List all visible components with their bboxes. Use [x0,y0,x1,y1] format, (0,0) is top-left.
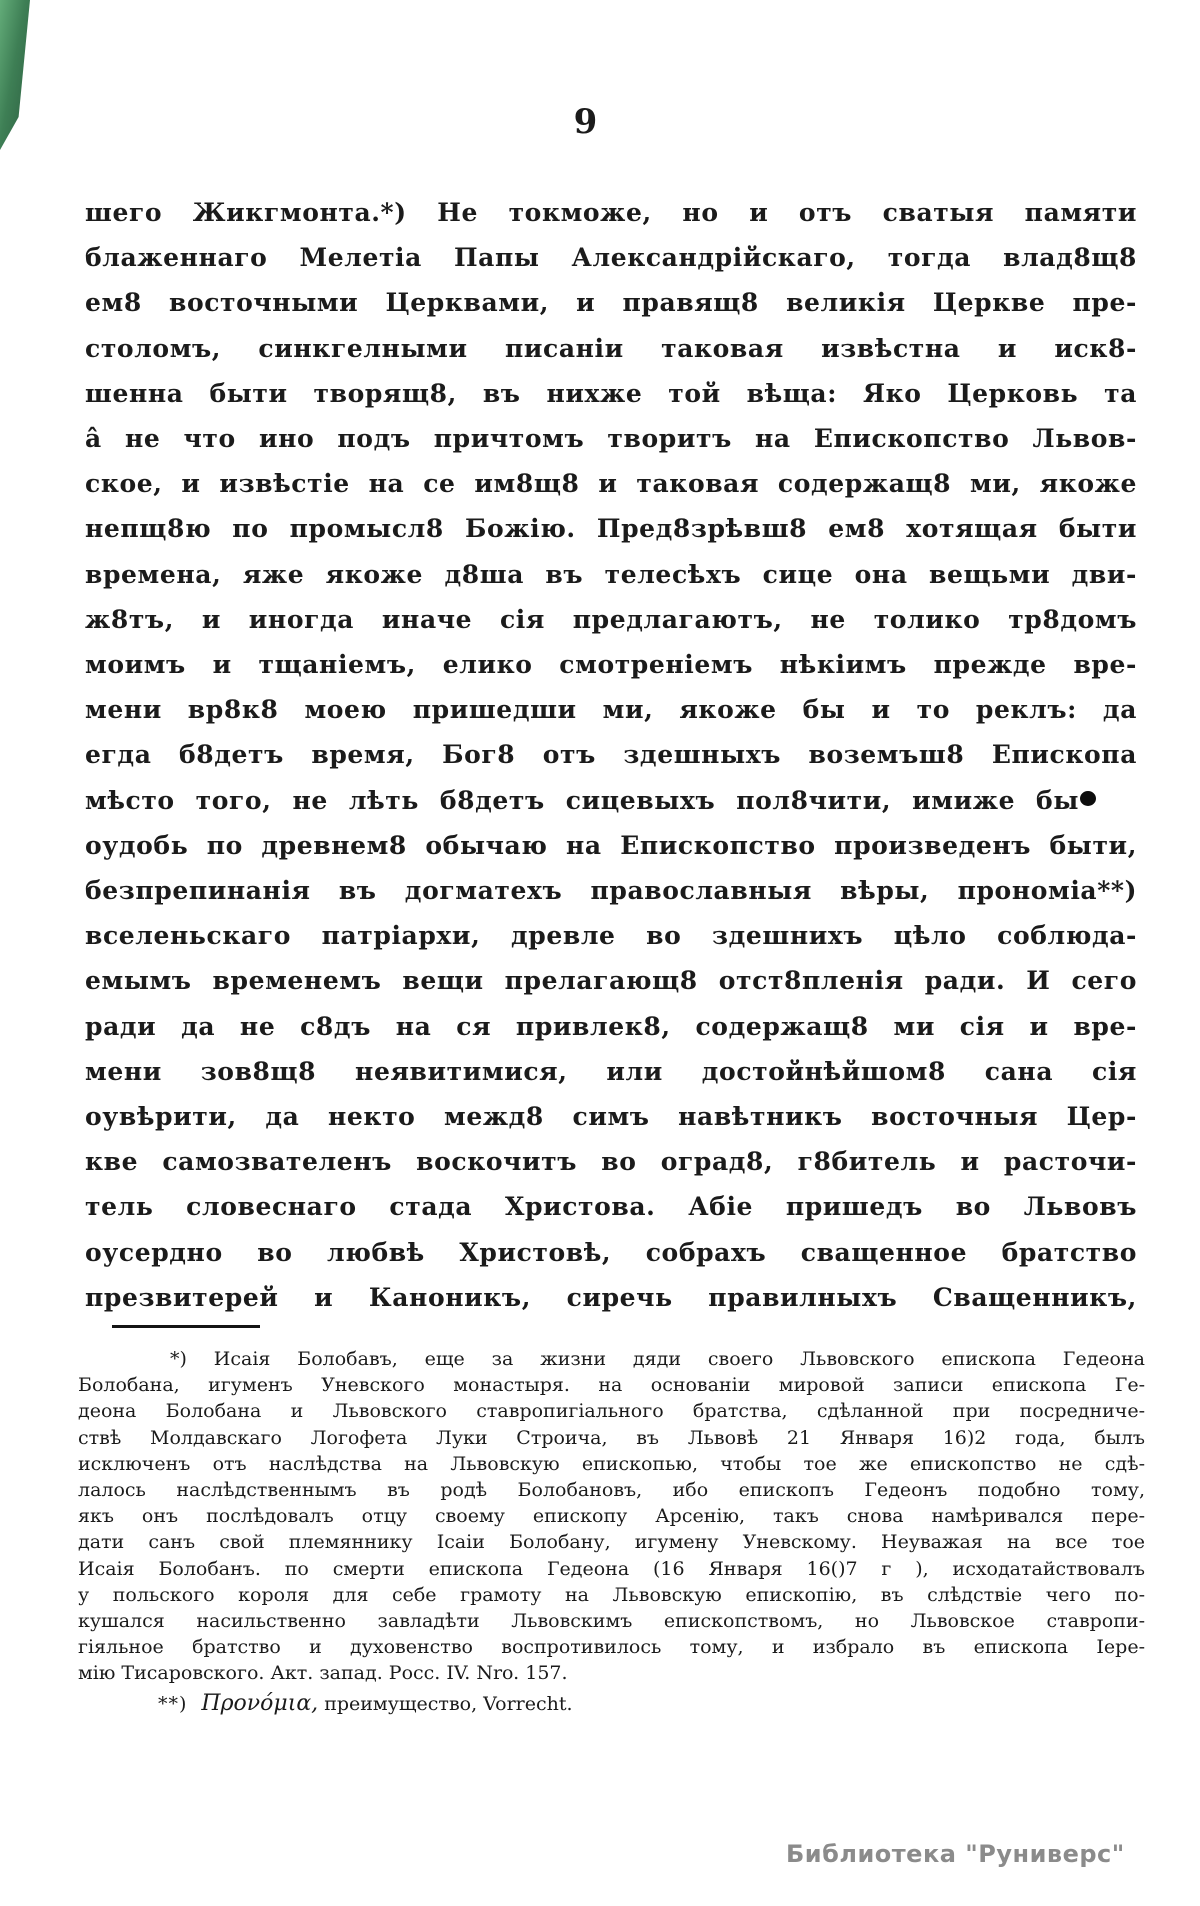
footnote-line: ствѣ Молдавскаго Логофета Луки Строича, въ Львовѣ 21 Января 16)2 года, былъ [78,1426,1145,1449]
footnote-line: кушался насильственно завладѣти Львовскимъ епископствомъ, но Львовское ставропи- [78,1610,1145,1633]
footnote-line: лалось наслѣдственнымъ въ родѣ Болобановъ, ибо епископъ Гедеонъ подобно тому, [78,1479,1145,1502]
text-line: шего Жикгмонта.*) Не токможе, но и отъ сватыя памяти [85,198,1137,227]
text-line: непщ8ю по промысл8 Божію. Пред8зрѣвш8 ем8 хотящая быти [85,514,1137,544]
text-line: столомъ, синкгелными писаніи таковая извѣстна и иск8- [85,333,1137,363]
footnote-line: у польского короля для себе грамоту на Львовскую епископію, въ слѣдствіе чего по- [78,1583,1145,1606]
footnotes-block [78,1346,1145,1717]
footnote-line: *) Исаія Болобавъ, еще за жизни дяди своего Львовского епископа Гедеона [170,1348,1145,1370]
footnote-2-text: преимущество, Vorrecht. [324,1692,573,1715]
text-line: оудобь по древнем8 обычаю на Епископство произведенъ быти, [85,830,1137,860]
greek-term: Προνόμια, [201,1690,319,1716]
footnote-separator [112,1325,260,1328]
text-line: а̂ не что ино подъ причтомъ творитъ на Епископство Львов- [85,424,1137,454]
text-line: емымъ временемъ вещи прелагающ8 отст8пленія ради. И сего [85,966,1137,996]
text-line: времена, яже якоже д8ша въ телесѣхъ сице она вещьми дви- [85,559,1137,589]
text-line: мени вр8к8 моею пришедши ми, якоже бы и то реклъ: да [85,695,1137,725]
text-line: шенна быти творящ8, въ нихже той вѣща: Яко Церковь та [85,378,1137,408]
footnote-line: Болобана, игуменъ Уневского монастыря. на основаніи мировой записи епископа Ге- [78,1374,1145,1397]
text-line: оусердно во любвѣ Христовѣ, собрахъ сващенное братство [85,1237,1137,1267]
text-line: ради да не с8дъ на ся привлек8, содержащ8 ми сія и вре- [85,1011,1137,1041]
footnote-marker: **) [158,1692,188,1715]
text-line: презвитерей и Каноникъ, сиречь правилныхъ Сващенникъ, [85,1282,1137,1312]
text-line: мени зов8щ8 неявитимися, или достойнѣйшом8 сана сія [85,1056,1137,1086]
text-line: безпрепинанія въ догматехъ православныя вѣры, прономіа**) [85,876,1137,906]
footnote-line: дати санъ свой племяннику Ісаіи Болобану, игумену Уневскому. Неуважая на все тое [78,1531,1145,1554]
text-line: тель словеснаго стада Христова. Абіе пришедъ во Львовъ [85,1192,1137,1222]
footnote-line: гіяльное братство и духовенство воспротивилось тому, и избрало въ епископа Іере- [78,1636,1145,1659]
text-line: кве самозвателенъ воскочитъ во оград8, г8битель и расточи- [85,1147,1137,1177]
footnote-line: исключенъ отъ наслѣдства на Львовскую епископью, чтобы тое же епископство не сдѣ- [78,1452,1145,1475]
text-line: егда б8детъ время, Бог8 отъ здешныхъ воземъш8 Епископа [85,740,1137,770]
page-number: 9 [573,102,599,142]
text-line: ж8тъ, и иногда иначе сія предлагаютъ, не толико тр8домъ [85,604,1137,634]
text-line: оувѣрити, да некто межд8 симъ навѣтникъ восточныя Цер- [85,1102,1137,1132]
text-line: ем8 восточными Церквами, и правящ8 великія Церкве пре- [85,288,1137,318]
text-line: моимъ и тщаніемъ, елико смотреніемъ нѣкіимъ прежде вре- [85,650,1137,680]
main-text-block [85,190,1137,1320]
text-line: блаженнаго Мелетіа Папы Александрійскаго, тогда влад8щ8 [85,243,1137,273]
text-line: мѣсто того, не лѣть б8детъ сицевыхъ пол8чити, имиже бы [85,785,1079,815]
footnote-2 [78,1691,1145,1717]
text-line: вселеньскаго патріархи, древле во здешнихъ цѣло соблюда- [85,921,1137,951]
text-line: ское, и извѣстіе на се им8щ8 и таковая содержащ8 ми, якоже [85,469,1137,499]
footnote-line: Исаія Болобанъ. по смерти епископа Гедеона (16 Января 16()7 г ), исходатайствовалъ [78,1557,1145,1580]
ink-blot [1080,791,1096,806]
footnote-line: якъ онъ послѣдовалъ отцу своему епископу Арсенію, такъ снова намѣривался пере- [78,1505,1145,1528]
footnote-line: мію Тисаровского. Акт. запад. Росс. IV. Nro. 157. [78,1662,568,1685]
library-watermark: Библиотека "Руниверс" [786,1840,1125,1868]
footnote-line: деона Болобана и Львовского ставропигіального братства, сдѣланной при посредниче- [78,1400,1145,1423]
